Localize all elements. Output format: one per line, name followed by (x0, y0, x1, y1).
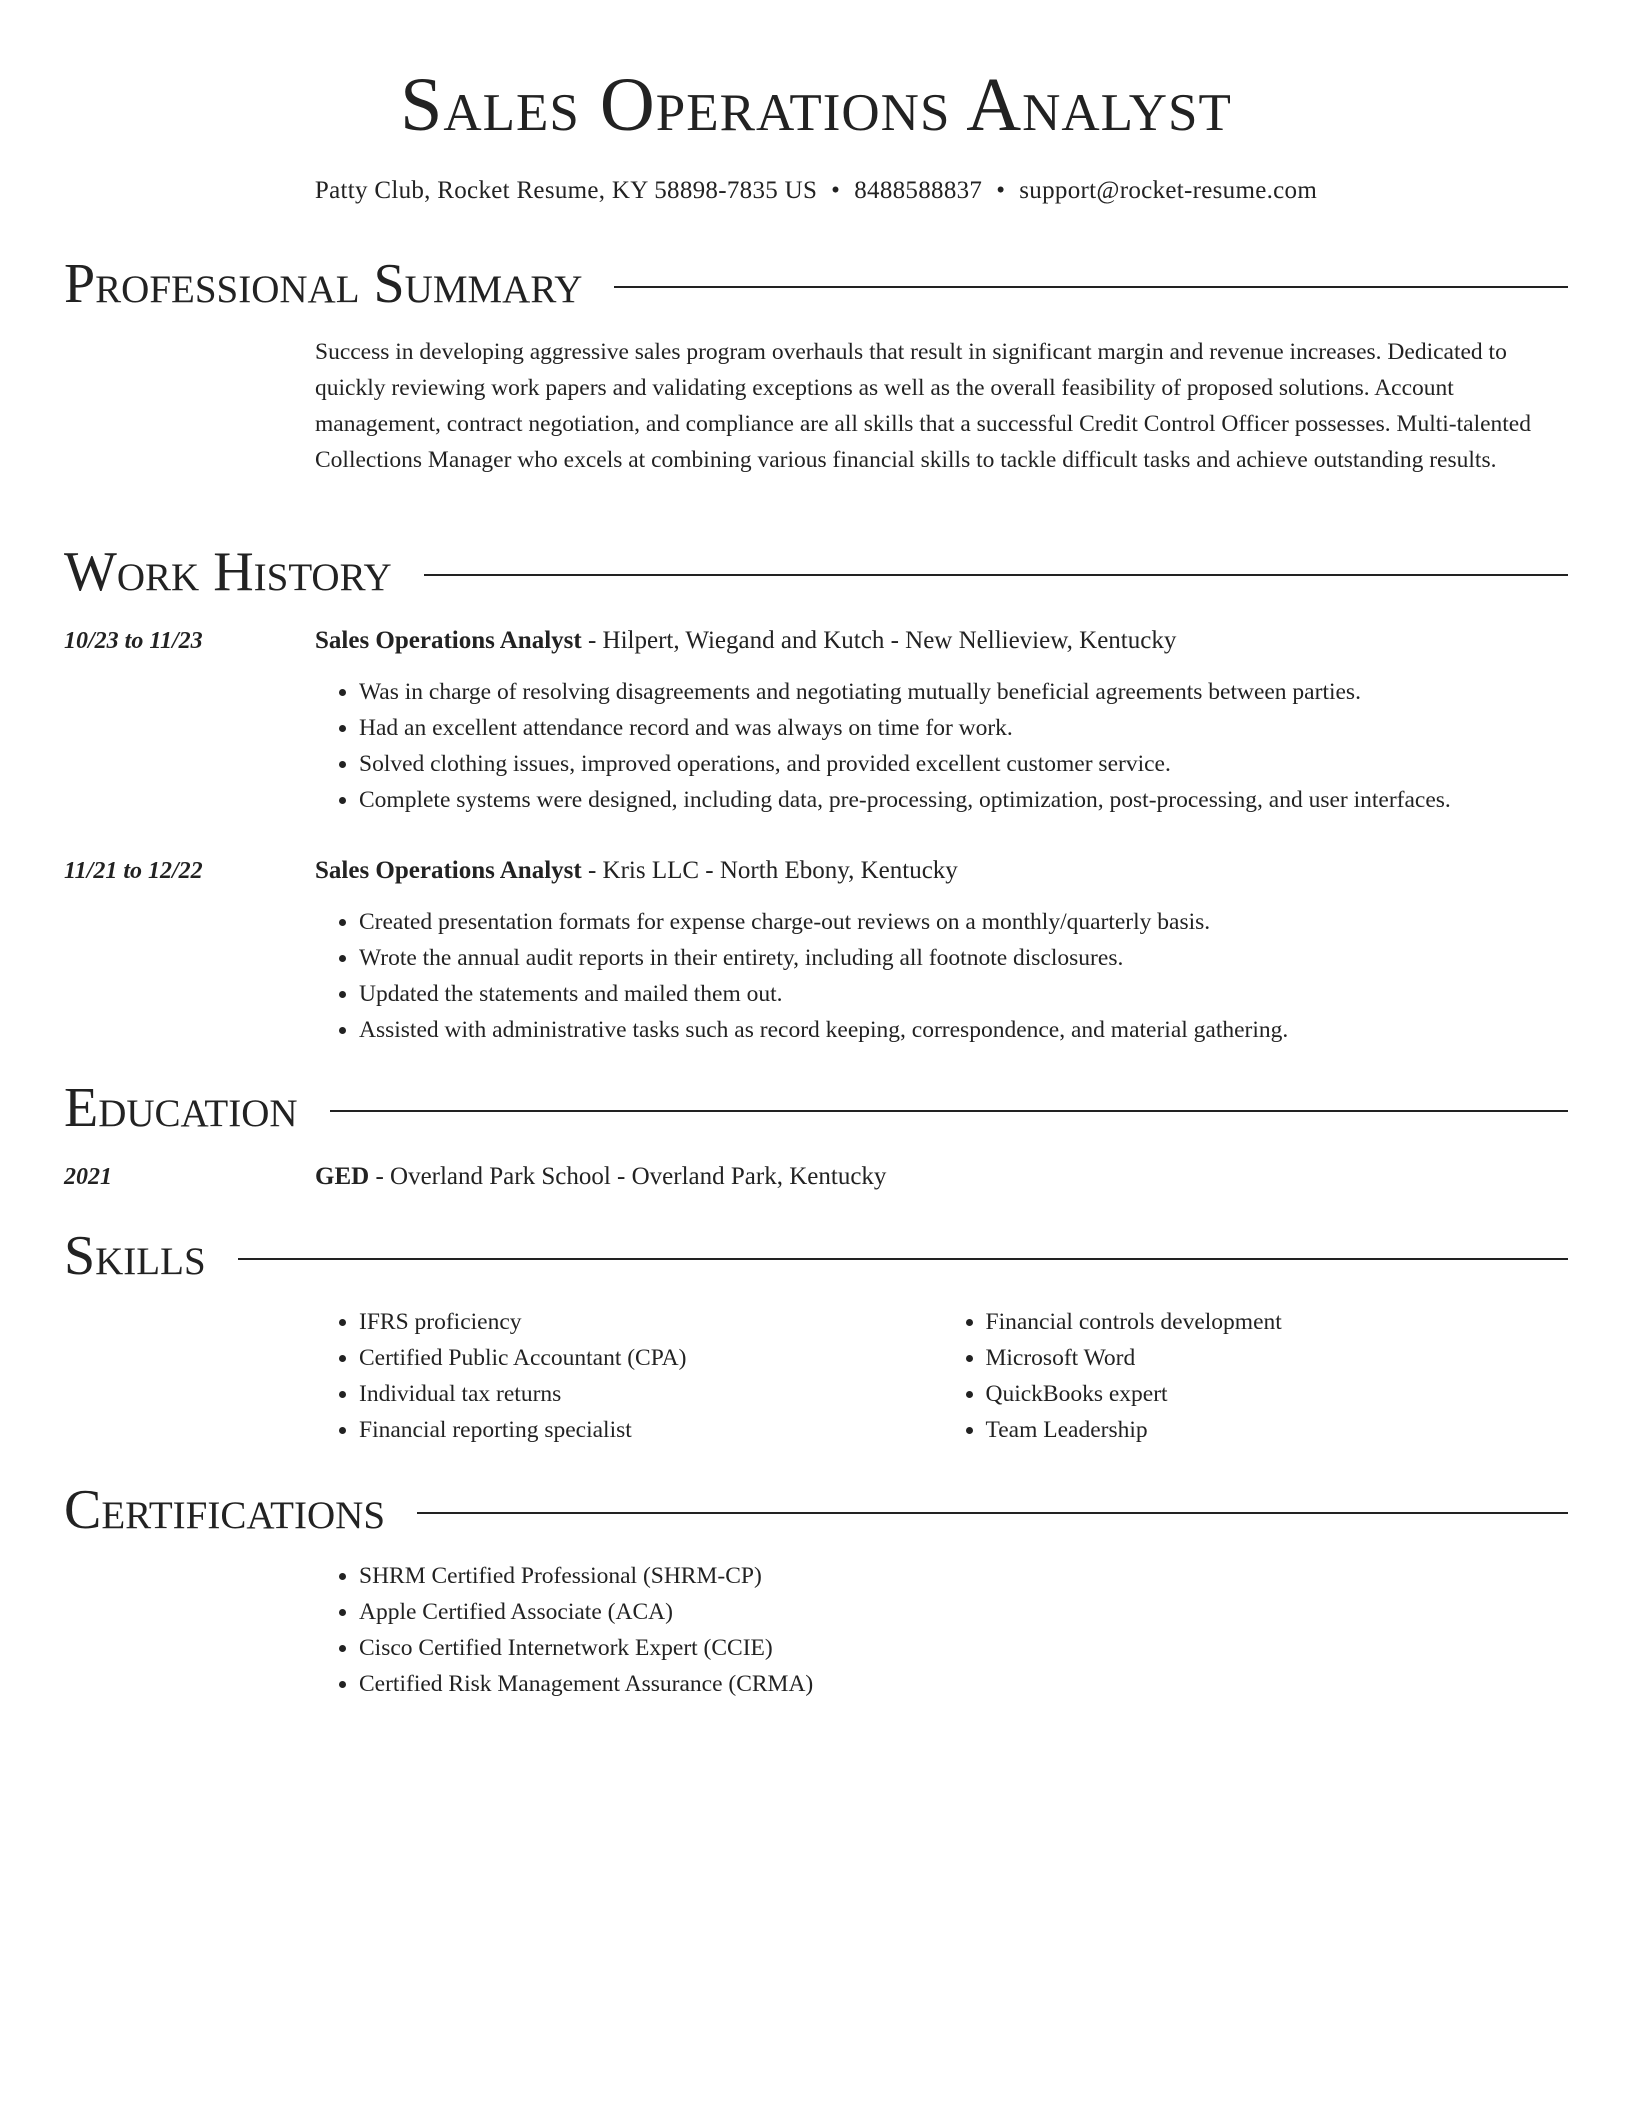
certifications-heading: Certifications (64, 1479, 386, 1541)
summary-section-header (64, 252, 1568, 316)
skills-heading: Skills (64, 1225, 206, 1287)
job-entry (315, 624, 1568, 818)
certifications-section-header (64, 1478, 1568, 1542)
contact-separator: • (831, 177, 841, 204)
certifications-body (315, 1558, 1568, 1702)
certifications-list (315, 1558, 1568, 1702)
work-heading: Work History (64, 541, 392, 603)
contact-address: Patty Club, Rocket Resume, KY 58898-7835 US (314, 177, 818, 204)
list-item: • Certified Public Accountant (CPA) (359, 1340, 942, 1376)
list-item: • Microsoft Word (986, 1340, 1569, 1376)
list-item: • SHRM Certified Professional (SHRM-CP) (359, 1558, 1568, 1594)
job-heading (315, 854, 1568, 888)
list-item: • Individual tax returns (359, 1376, 942, 1412)
education-entry (315, 1160, 1568, 1194)
job-dates: 11/21 to 12/22 (64, 858, 203, 884)
education-heading: Education (64, 1077, 298, 1139)
list-item: • Financial reporting specialist (359, 1412, 942, 1448)
job-details: - Hilpert, Wiegand and Kutch - New Nellieview, Kentucky (581, 627, 1177, 654)
job-entry (315, 854, 1568, 1048)
contact-separator: • (996, 177, 1006, 204)
list-item: • Team Leadership (986, 1412, 1569, 1448)
contact-email: support@rocket-resume.com (1019, 177, 1318, 204)
education-year: 2021 (64, 1164, 112, 1190)
summary-heading: Professional Summary (64, 253, 583, 315)
section-divider (330, 1110, 1568, 1112)
summary-body (315, 334, 1568, 478)
list-item: • Complete systems were designed, including data, pre-processing, optimization, post-processing, and user interfaces. (359, 782, 1568, 818)
list-item: • Certified Risk Management Assurance (CRMA) (359, 1666, 1568, 1702)
list-item: • Created presentation formats for expense charge-out reviews on a monthly/quarterly basis. (359, 904, 1568, 940)
skills-grid (315, 1304, 1568, 1448)
skills-list-left (315, 1304, 942, 1448)
education-line (315, 1160, 1568, 1194)
list-item: • Apple Certified Associate (ACA) (359, 1594, 1568, 1630)
list-item: • IFRS proficiency (359, 1304, 942, 1340)
job-details: - Kris LLC - North Ebony, Kentucky (581, 857, 958, 884)
skills-list-right (942, 1304, 1569, 1448)
education-details: - Overland Park School - Overland Park, Kentucky (369, 1163, 887, 1190)
list-item: • Cisco Certified Internetwork Expert (CCIE) (359, 1630, 1568, 1666)
list-item: • Financial controls development (986, 1304, 1569, 1340)
job-title: Sales Operations Analyst (315, 627, 582, 654)
contact-line (64, 174, 1568, 208)
section-divider (238, 1258, 1568, 1260)
list-item: • Solved clothing issues, improved operations, and provided excellent customer service. (359, 746, 1568, 782)
section-divider (417, 1512, 1568, 1514)
job-heading (315, 624, 1568, 658)
summary-text: Success in developing aggressive sales program overhauls that result in significant margin and revenue increases. Dedicated to quickly reviewing work papers and validating exceptions as well as the overall feasibility of proposed solutions. Account management, contract negotiation, and compliance are all skills that a successful Credit Control Officer possesses. Multi-talented Collections Manager who excels at combining various financial skills to tackle difficult tasks and achieve outstanding results. (315, 339, 1531, 473)
list-item: • Had an excellent attendance record and was always on time for work. (359, 710, 1568, 746)
section-divider (424, 574, 1568, 576)
section-divider (614, 286, 1568, 288)
education-degree: GED (315, 1163, 370, 1190)
skills-body (315, 1304, 1568, 1448)
list-item: • QuickBooks expert (986, 1376, 1569, 1412)
resume-title: Sales Operations Analyst (400, 63, 1232, 147)
job-bullets (315, 904, 1568, 1048)
job-dates: 10/23 to 11/23 (64, 628, 203, 654)
contact-phone: 8488588837 (854, 177, 983, 204)
list-item: • Wrote the annual audit reports in their entirety, including all footnote disclosures. (359, 940, 1568, 976)
list-item: • Updated the statements and mailed them out. (359, 976, 1568, 1012)
education-section-header (64, 1076, 1568, 1140)
list-item: • Was in charge of resolving disagreements and negotiating mutually beneficial agreements between parties. (359, 674, 1568, 710)
job-bullets (315, 674, 1568, 818)
job-title: Sales Operations Analyst (315, 857, 582, 884)
list-item: • Assisted with administrative tasks such as record keeping, correspondence, and material gathering. (359, 1012, 1568, 1048)
work-section-header (64, 540, 1568, 604)
skills-section-header (64, 1224, 1568, 1288)
